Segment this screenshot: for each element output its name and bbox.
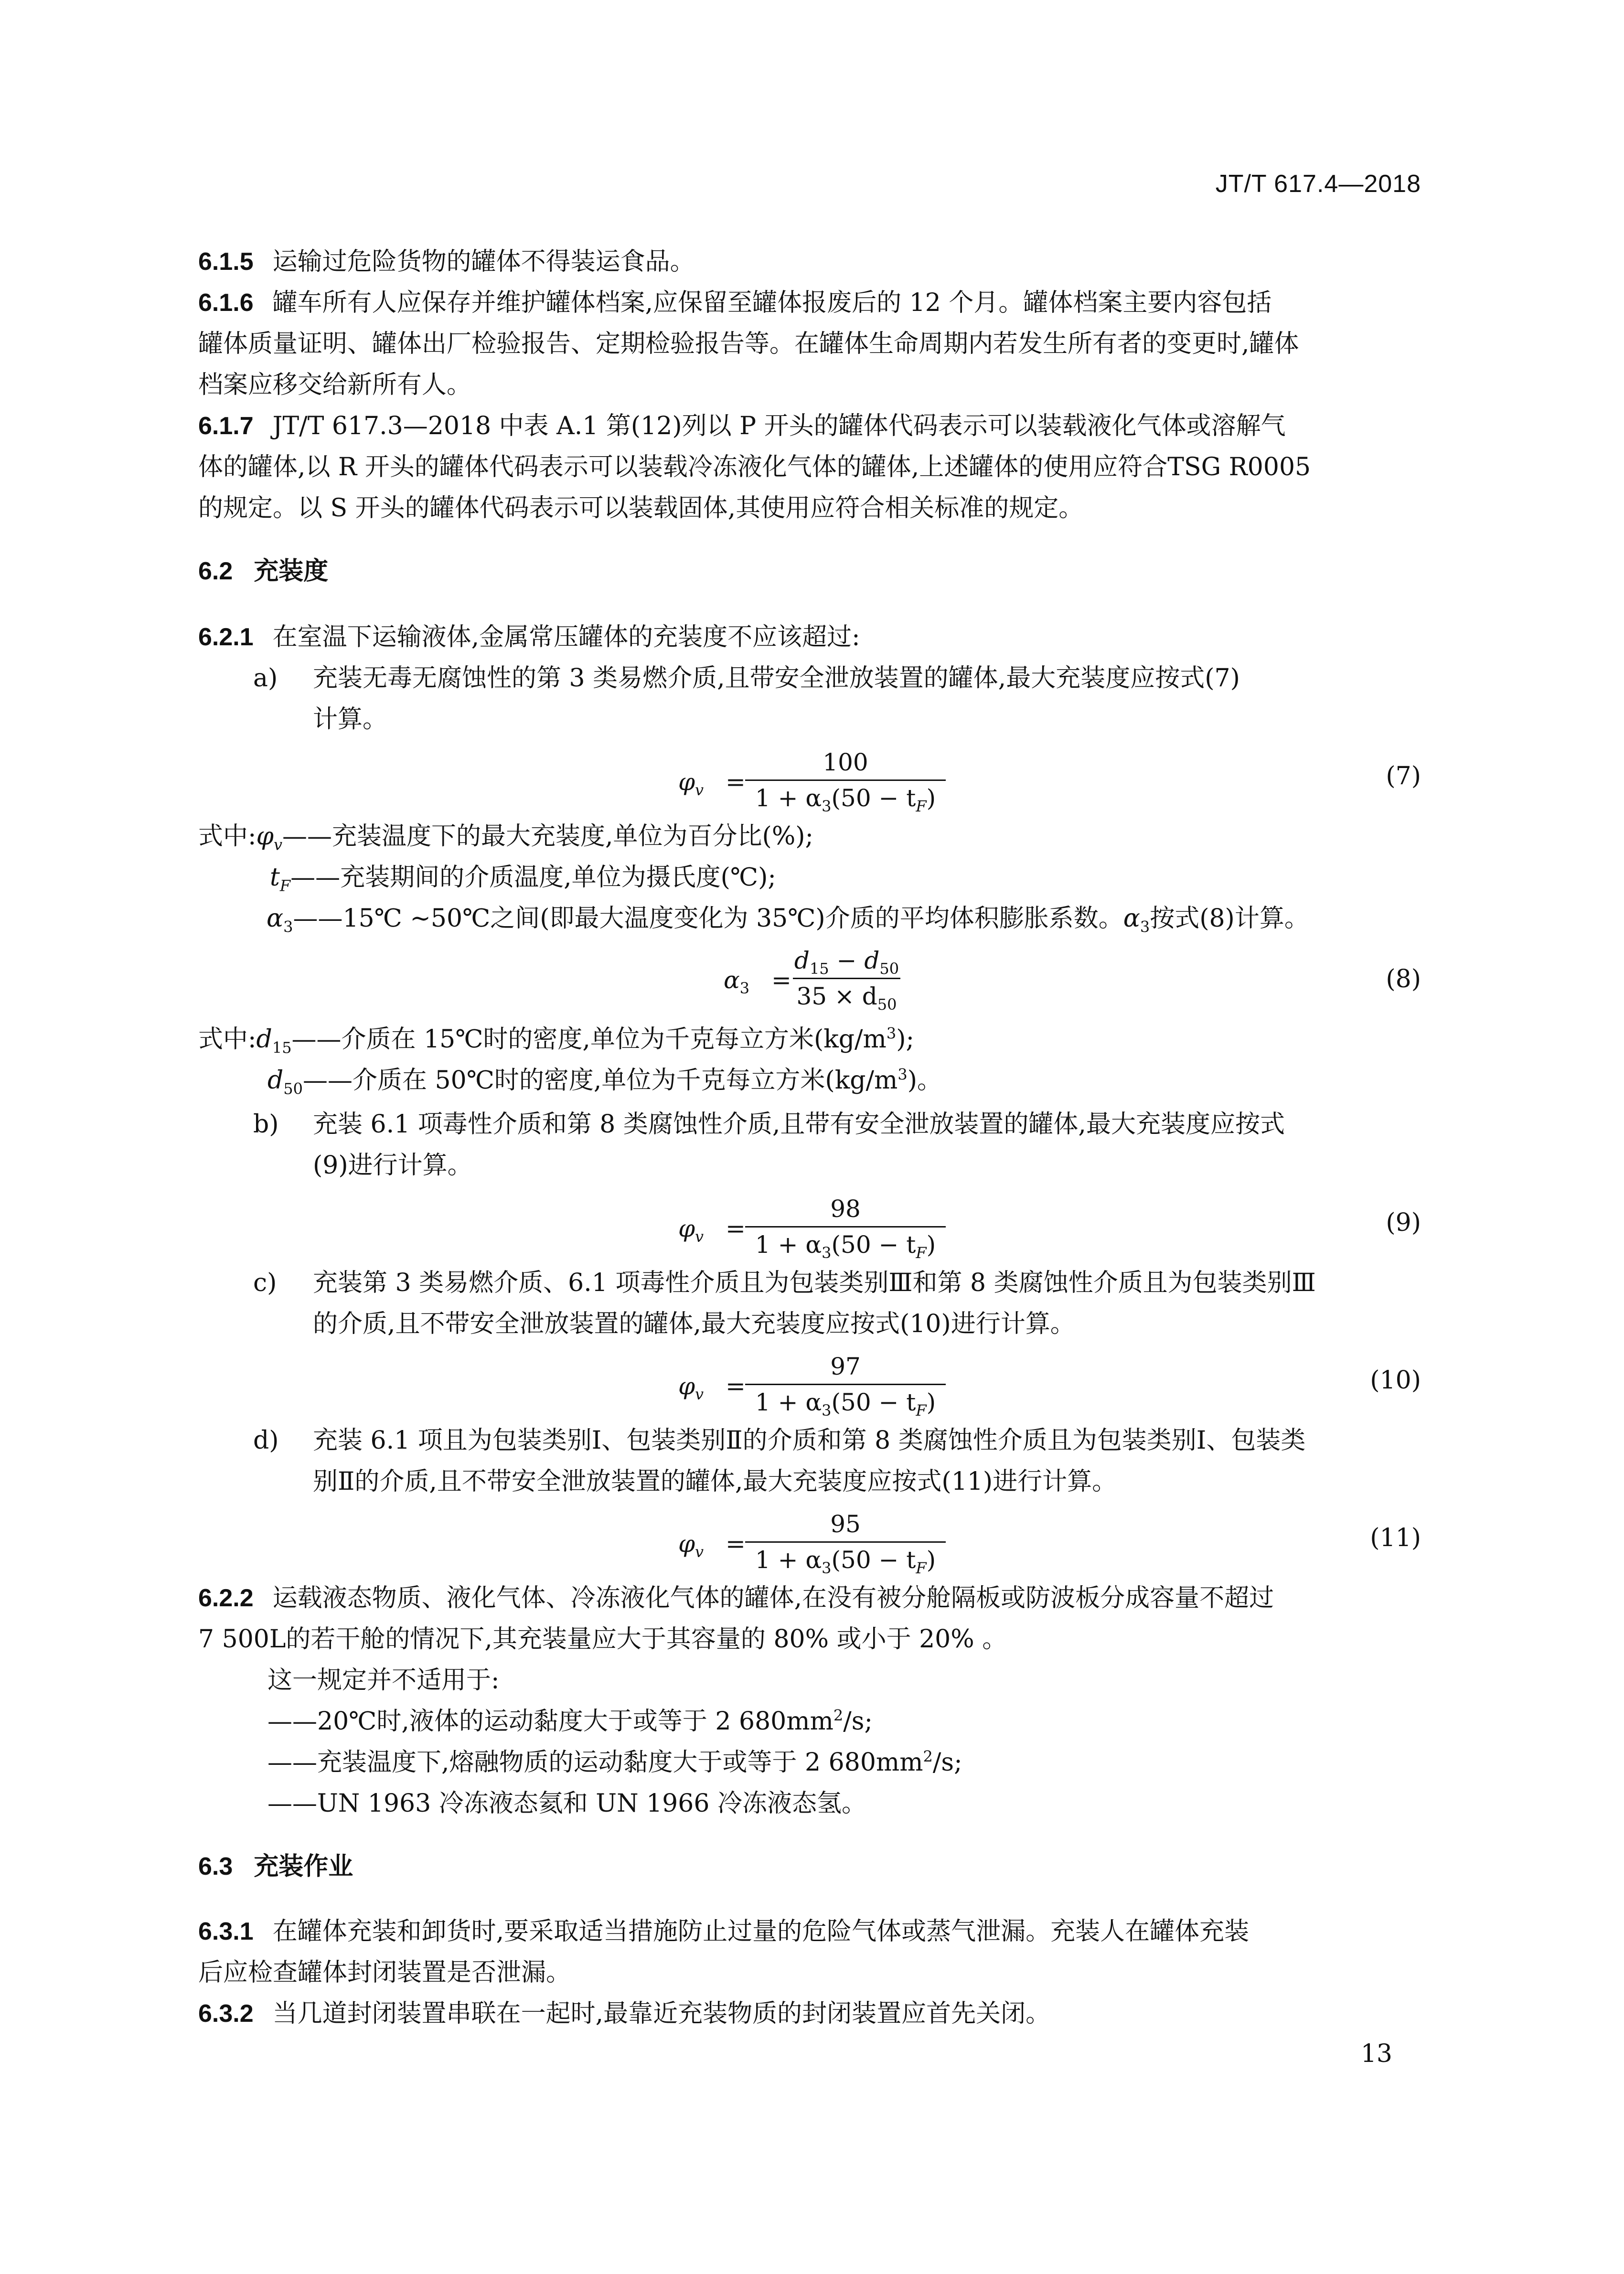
num-part: − d [829,947,880,974]
list-item-d [253,1423,1305,1458]
exemption-text: ——充装温度下,熔融物质的运动黏度大于或等于 2 680mm [267,1748,923,1777]
subscript: 3 [739,979,750,997]
formula-lhs [724,966,791,997]
clause-6-1-6-line3: 档案应移交给新所有人。 [198,371,472,399]
den-part: (50 − t [831,1546,916,1574]
fraction [793,943,900,1014]
exemption-text: ——20℃时,液体的运动黏度大于或等于 2 680mm [267,1707,833,1736]
clause-text: 运输过危险货物的罐体不得装运食品。 [272,247,695,276]
denominator [745,781,946,815]
definition-end: ); [896,1025,915,1054]
subscript: v [695,1543,704,1561]
equals-sign: = [726,768,746,796]
clause-6-3-1 [198,1914,1249,1949]
den-part: (50 − t [831,784,916,812]
numerator: 98 [830,1195,861,1223]
clause-number: 6.1.7 [198,412,254,440]
section-title: 充装作业 [254,1853,353,1880]
where-d50 [267,1063,942,1098]
where-intro: 式中: [198,822,256,851]
list-text: 充装第 3 类易燃介质、6.1 项毒性介质且为包装类别Ⅲ和第 8 类腐蚀性介质且为包装类别Ⅲ [313,1269,1316,1297]
symbol: d [267,1066,284,1095]
subscript: 3 [1140,918,1150,936]
list-text: 充装无毒无腐蚀性的第 3 类易燃介质,且带安全泄放装置的罐体,最大充装度应按式(7) [313,664,1240,693]
subscript: 3 [822,1559,832,1577]
phi-symbol: φ [678,768,695,796]
definition: ——充装温度下的最大充装度,单位为百分比(%); [282,822,814,851]
subscript: 3 [822,1244,832,1262]
denominator [793,979,900,1014]
clause-6-1-6-line2: 罐体质量证明、罐体出厂检验报告、定期检验报告等。在罐体生命周期内若发生所有者的变更时,罐体 [198,330,1299,358]
standard-code: JT/T 617.4—2018 [1215,170,1421,198]
clause-6-2-2-line2: 7 500L的若干舱的情况下,其充装量应大于其容量的 80% 或小于 20% 。 [198,1625,1007,1654]
definition-end: )。 [907,1066,942,1095]
subscript: F [916,1401,927,1420]
clause-6-2-2 [198,1581,1274,1615]
subscript: 3 [822,797,832,815]
phi-symbol: φ [678,1530,695,1558]
superscript: 2 [833,1706,844,1725]
formula-7 [678,745,946,817]
numerator: 100 [823,748,868,776]
clause-6-2-2-exemption-intro: 这一规定并不适用于: [267,1666,500,1695]
formula-11 [678,1507,946,1579]
formula-lhs [678,768,746,799]
exemption-dash-1 [267,1704,873,1739]
equation-number-11: (11) [1370,1524,1421,1552]
section-heading-6-3 [198,1849,353,1884]
section-number: 6.3 [198,1853,233,1880]
denominator [745,1543,946,1577]
clause-number: 6.1.6 [198,289,254,317]
fraction [745,1349,946,1420]
section-title: 充装度 [254,557,329,585]
subscript: 50 [283,1079,303,1098]
list-item-c-line2: 的介质,且不带安全泄放装置的罐体,最大充装度应按式(10)进行计算。 [313,1310,1075,1338]
where-tf [270,860,776,895]
fraction [745,1192,946,1262]
denominator [745,1385,946,1420]
where-intro: 式中: [198,1025,256,1054]
list-label: c) [253,1269,277,1297]
phi-symbol: φ [678,1372,695,1400]
subscript: 50 [879,960,899,978]
formula-8 [724,943,905,1015]
list-item-a [253,661,1240,695]
clause-number: 6.3.2 [198,2000,254,2028]
den-part: 1 + α [755,1388,822,1416]
den-part: (50 − t [831,1231,916,1259]
superscript: 3 [886,1024,897,1043]
phi-symbol: φ [678,1215,695,1242]
formula-lhs [678,1215,746,1246]
symbol: φ [256,822,274,851]
clause-6-1-7-line2: 体的罐体,以 R 开头的罐体代码表示可以装载冷冻液化气体的罐体,上述罐体的使用应符合TSG R0005 [198,453,1311,481]
clause-6-3-2 [198,1996,1050,2031]
section-number: 6.2 [198,557,233,585]
den-part: 1 + α [755,1231,822,1259]
subscript: F [279,876,291,895]
denominator [745,1228,946,1262]
equation-number-10: (10) [1370,1366,1421,1395]
subscript: F [916,797,927,815]
list-item-c [253,1266,1316,1300]
subscript: 3 [283,918,293,936]
definition: ——15℃ ~50℃之间(即最大温度变化为 35℃)介质的平均体积膨胀系数。 [293,904,1123,933]
formula-10 [678,1349,946,1421]
clause-number: 6.2.2 [198,1584,254,1612]
section-heading-6-2 [198,554,328,588]
clause-6-1-6 [198,286,1271,320]
formula-9 [678,1192,946,1263]
subscript: 50 [877,995,897,1014]
den-part: 1 + α [755,1546,822,1574]
subscript: F [916,1559,927,1577]
definition: ——充装期间的介质温度,单位为摄氏度(℃); [290,863,776,892]
list-item-b-line2: (9)进行计算。 [313,1151,472,1180]
symbol: t [270,863,280,892]
clause-text: 在罐体充装和卸货时,要采取适当措施防止过量的危险气体或蒸气泄漏。充装人在罐体充装 [272,1917,1250,1946]
numerator [793,943,900,978]
list-item-a-line2: 计算。 [313,705,388,734]
symbol: α [1123,904,1140,933]
subscript: F [916,1244,927,1262]
clause-text: 当几道封闭装置串联在一起时,最靠近充装物质的封闭装置应首先关闭。 [272,1999,1051,2028]
clause-text: 运载液态物质、液化气体、冷冻液化气体的罐体,在没有被分舱隔板或防波板分成容量不超过 [272,1584,1274,1612]
formula-lhs [678,1530,746,1561]
equation-number-8: (8) [1386,965,1421,993]
equation-number-9: (9) [1386,1208,1421,1237]
subscript: 3 [822,1401,832,1420]
subscript: v [695,1385,704,1403]
list-label: a) [253,664,278,693]
clause-6-3-1-line2: 后应检查罐体封闭装置是否泄漏。 [198,1958,571,1987]
equals-sign: = [726,1530,746,1558]
definition: ——介质在 50℃时的密度,单位为千克每立方米(kg/m [303,1066,898,1095]
alpha-symbol: α [724,966,740,994]
subscript: 15 [809,960,829,978]
fraction [745,1507,946,1577]
den-part: ) [926,1546,936,1574]
superscript: 3 [897,1065,908,1084]
subscript: v [695,781,704,799]
symbol: d [256,1025,272,1054]
list-label: b) [253,1110,279,1139]
equals-sign: = [726,1372,746,1400]
subscript: 15 [272,1038,292,1057]
clause-6-2-1 [198,620,860,654]
list-text: 充装 6.1 项且为包装类别Ⅰ、包装类别Ⅱ的介质和第 8 类腐蚀性介质且为包装类别Ⅰ、包装类 [313,1426,1306,1455]
clause-number: 6.3.1 [198,1918,254,1945]
definition-tail: 按式(8)计算。 [1150,904,1309,933]
den-part: 1 + α [755,784,822,812]
clause-text: 在室温下运输液体,金属常压罐体的充装度不应该超过: [272,623,860,651]
definition: ——介质在 15℃时的密度,单位为千克每立方米(kg/m [291,1025,887,1054]
clause-6-1-7-line3: 的规定。以 S 开头的罐体代码表示可以装载固体,其使用应符合相关标准的规定。 [198,494,1084,523]
equation-number-7: (7) [1386,762,1421,790]
exemption-end: /s; [932,1748,962,1777]
where-alpha [267,901,1309,936]
den-part: 35 × d [796,982,877,1010]
clause-text: 罐车所有人应保存并维护罐体档案,应保留至罐体报废后的 12 个月。罐体档案主要内容包括 [272,288,1272,317]
list-item-b [253,1107,1285,1142]
den-part: (50 − t [831,1388,916,1416]
exemption-dash-2 [267,1745,962,1780]
equals-sign: = [771,966,791,994]
numerator: 97 [830,1353,861,1380]
den-part: ) [926,784,936,812]
subscript: v [695,1228,704,1246]
page-number: 13 [1360,2039,1392,2068]
list-text: 充装 6.1 项毒性介质和第 8 类腐蚀性介质,且带有安全泄放装置的罐体,最大充装度应按式 [313,1110,1285,1139]
den-part: ) [926,1231,936,1259]
exemption-dash-3: ——UN 1963 冷冻液态氦和 UN 1966 冷冻液态氢。 [267,1789,866,1818]
num-part: d [794,947,810,974]
superscript: 2 [923,1747,933,1766]
list-item-d-line2: 别Ⅱ的介质,且不带安全泄放装置的罐体,最大充装度应按式(11)进行计算。 [313,1467,1117,1496]
exemption-end: /s; [843,1707,873,1736]
list-label: d) [253,1426,279,1455]
clause-6-1-5 [198,245,695,279]
clause-6-1-7 [198,409,1286,443]
numerator: 95 [830,1510,861,1538]
clause-text: JT/T 617.3—2018 中表 A.1 第(12)列以 P 开头的罐体代码表示可以装载液化气体或溶解气 [272,412,1286,440]
symbol: α [267,904,284,933]
where-d15 [198,1022,914,1057]
clause-number: 6.2.1 [198,623,254,651]
clause-number: 6.1.5 [198,248,254,276]
equals-sign: = [726,1215,746,1242]
where-phi [198,819,813,854]
formula-lhs [678,1372,746,1403]
subscript: v [273,835,283,854]
fraction [745,745,946,815]
den-part: ) [926,1388,936,1416]
